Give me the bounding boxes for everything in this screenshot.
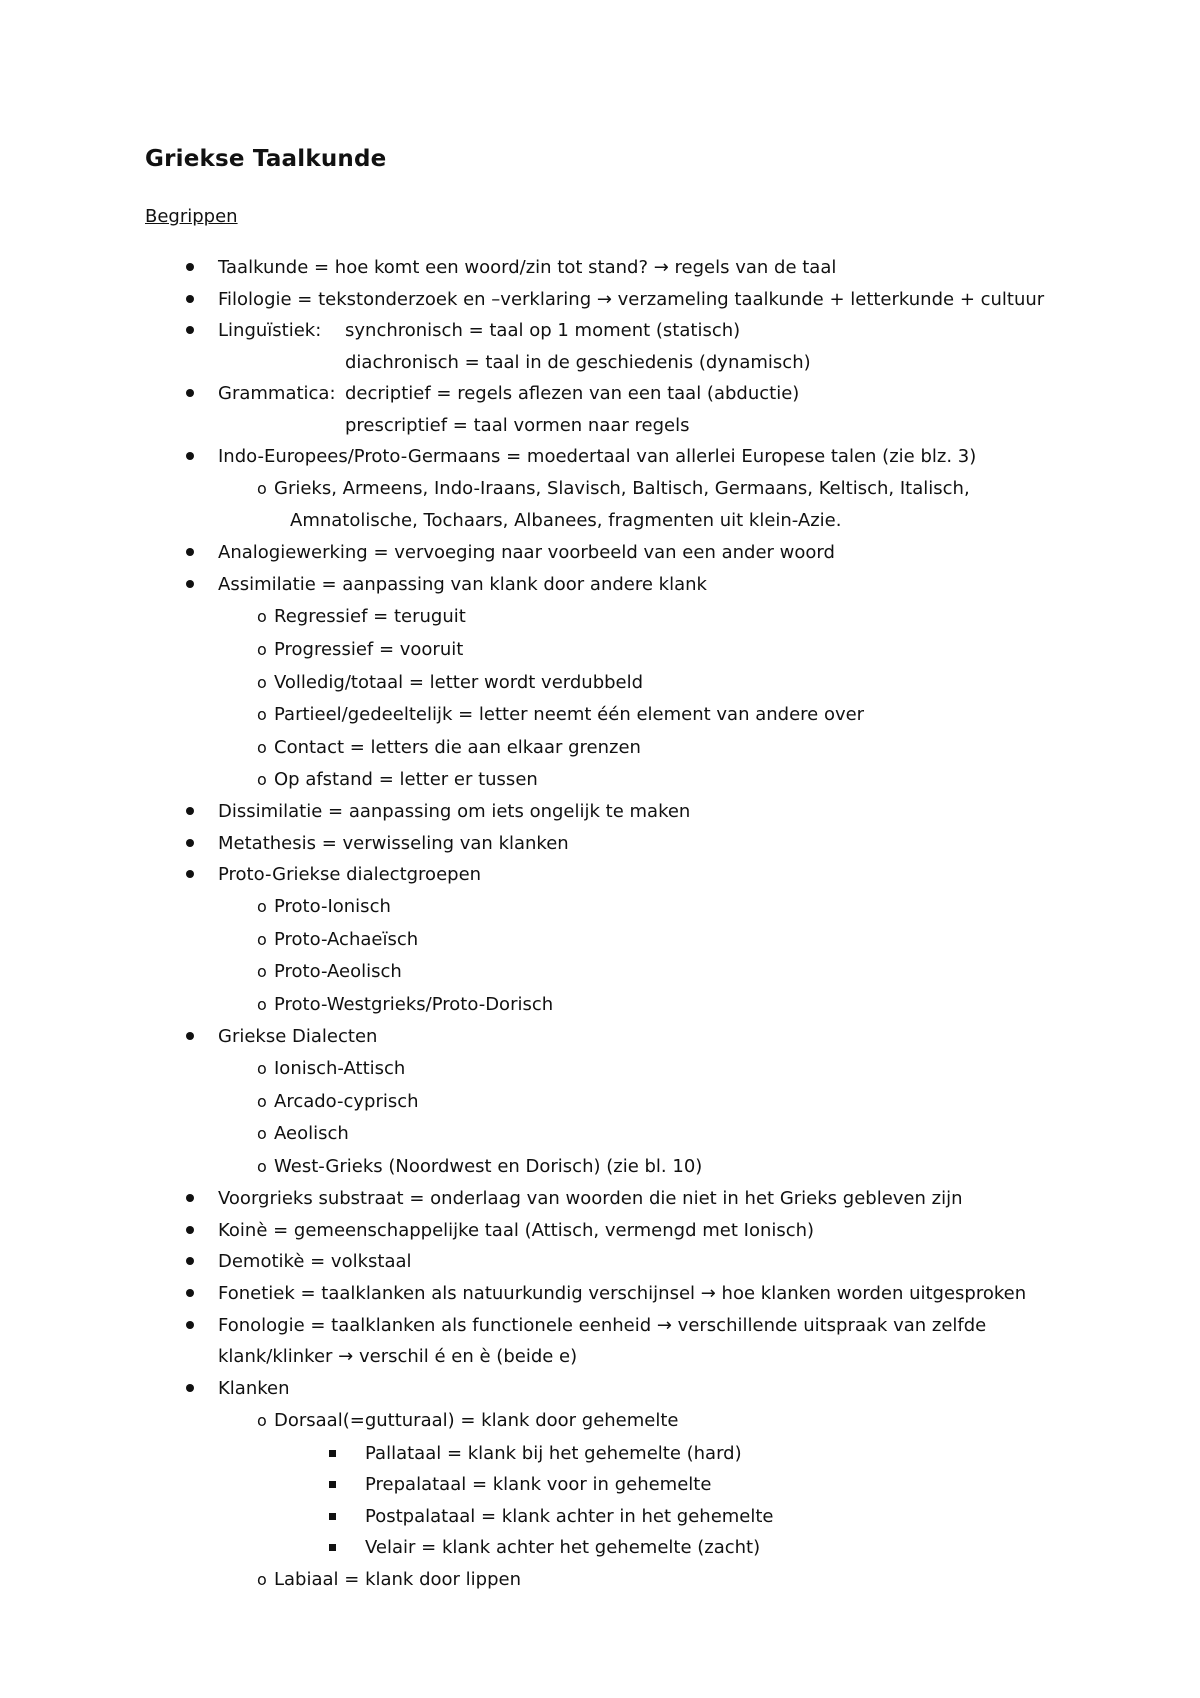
bullet-dot	[186, 548, 194, 556]
bullet-dot	[186, 580, 194, 588]
sub-bullet-o: o	[257, 705, 267, 724]
list-item: Analogiewerking = vervoeging naar voorbeeld van een ander woord	[218, 542, 835, 563]
bullet-dot	[186, 263, 194, 271]
bullet-dot	[186, 295, 194, 303]
list-item: Koinè = gemeenschappelijke taal (Attisch, vermengd met Ionisch)	[218, 1220, 815, 1241]
bullet-dot	[186, 1257, 194, 1265]
sub-list-item: Proto-Ionisch	[274, 896, 391, 917]
sub-list-item: Proto-Aeolisch	[274, 961, 402, 982]
bullet-dot	[186, 1321, 194, 1329]
bullet-dot	[186, 1384, 194, 1392]
bullet-dot	[186, 1289, 194, 1297]
sub-bullet-o: o	[257, 1092, 267, 1111]
sub-list-item: Labiaal = klank door lippen	[274, 1569, 521, 1590]
sub-bullet-o: o	[257, 897, 267, 916]
list-item: Filologie = tekstonderzoek en –verklaring → verzameling taalkunde + letterkunde + cultuur	[218, 289, 1045, 310]
sub-list-item: Grieks, Armeens, Indo-Iraans, Slavisch, Baltisch, Germaans, Keltisch, Italisch,	[274, 478, 970, 499]
sub-bullet-o: o	[257, 930, 267, 949]
list-item: Fonetiek = taalklanken als natuurkundig verschijnsel → hoe klanken worden uitgesproken	[218, 1283, 1027, 1304]
sub-list-item: West-Grieks (Noordwest en Dorisch) (zie bl. 10)	[274, 1156, 703, 1177]
list-item-continued: diachronisch = taal in de geschiedenis (dynamisch)	[345, 352, 811, 373]
bullet-dot	[186, 807, 194, 815]
sub-bullet-o: o	[257, 1157, 267, 1176]
sub-sub-bullet-square	[329, 1544, 336, 1551]
sub-list-item: Arcado-cyprisch	[274, 1091, 419, 1112]
list-item: Indo-Europees/Proto-Germaans = moedertaal van allerlei Europese talen (zie blz. 3)	[218, 446, 977, 467]
sub-bullet-o: o	[257, 479, 267, 498]
list-item: Metathesis = verwisseling van klanken	[218, 833, 569, 854]
list-item: Fonologie = taalklanken als functionele eenheid → verschillende uitspraak van zelfde	[218, 1315, 987, 1336]
sub-bullet-o: o	[257, 673, 267, 692]
list-item: Klanken	[218, 1378, 290, 1399]
sub-list-item: Proto-Westgrieks/Proto-Dorisch	[274, 994, 554, 1015]
document-title: Griekse Taalkunde	[145, 146, 387, 172]
sub-bullet-o: o	[257, 962, 267, 981]
sub-sub-bullet-square	[329, 1481, 336, 1488]
sub-list-item-continued: Amnatolische, Tochaars, Albanees, fragmenten uit klein-Azie.	[290, 510, 842, 531]
sub-bullet-o: o	[257, 1059, 267, 1078]
sub-list-item: Regressief = teruguit	[274, 606, 466, 627]
sub-list-item: Contact = letters die aan elkaar grenzen	[274, 737, 641, 758]
sub-list-item: Partieel/gedeeltelijk = letter neemt één element van andere over	[274, 704, 865, 725]
bullet-dot	[186, 870, 194, 878]
list-item-continued: klank/klinker → verschil é en è (beide e)	[218, 1346, 578, 1367]
list-item: Griekse Dialecten	[218, 1026, 378, 1047]
sub-list-item: Proto-Achaeïsch	[274, 929, 419, 950]
list-item-continued: decriptief = regels aflezen van een taal (abductie)	[345, 383, 800, 404]
sub-list-item: Op afstand = letter er tussen	[274, 769, 538, 790]
sub-bullet-o: o	[257, 995, 267, 1014]
sub-list-item: Ionisch-Attisch	[274, 1058, 406, 1079]
sub-sub-list-item: Prepalataal = klank voor in gehemelte	[365, 1474, 712, 1495]
sub-bullet-o: o	[257, 640, 267, 659]
section-heading: Begrippen	[145, 206, 238, 227]
bullet-dot	[186, 839, 194, 847]
sub-bullet-o: o	[257, 738, 267, 757]
sub-bullet-o: o	[257, 1124, 267, 1143]
bullet-dot	[186, 326, 194, 334]
sub-bullet-o: o	[257, 607, 267, 626]
list-item: Grammatica:	[218, 383, 336, 404]
sub-list-item: Volledig/totaal = letter wordt verdubbeld	[274, 672, 644, 693]
sub-sub-bullet-square	[329, 1513, 336, 1520]
list-item: Linguïstiek:	[218, 320, 322, 341]
sub-bullet-o: o	[257, 1570, 267, 1589]
sub-list-item: Aeolisch	[274, 1123, 349, 1144]
list-item: Dissimilatie = aanpassing om iets ongelijk te maken	[218, 801, 691, 822]
list-item: Voorgrieks substraat = onderlaag van woorden die niet in het Grieks gebleven zijn	[218, 1188, 963, 1209]
sub-bullet-o: o	[257, 770, 267, 789]
sub-sub-list-item: Velair = klank achter het gehemelte (zacht)	[365, 1537, 761, 1558]
list-item: Demotikè = volkstaal	[218, 1251, 412, 1272]
sub-sub-list-item: Pallataal = klank bij het gehemelte (hard)	[365, 1443, 742, 1464]
bullet-dot	[186, 1032, 194, 1040]
bullet-dot	[186, 1194, 194, 1202]
list-item: Taalkunde = hoe komt een woord/zin tot stand? → regels van de taal	[218, 257, 837, 278]
sub-list-item: Dorsaal(=gutturaal) = klank door gehemelte	[274, 1410, 679, 1431]
list-item-continued: prescriptief = taal vormen naar regels	[345, 415, 690, 436]
sub-list-item: Progressief = vooruit	[274, 639, 464, 660]
bullet-dot	[186, 1226, 194, 1234]
sub-sub-bullet-square	[329, 1450, 336, 1457]
list-item: Proto-Griekse dialectgroepen	[218, 864, 482, 885]
bullet-dot	[186, 389, 194, 397]
sub-sub-list-item: Postpalataal = klank achter in het gehemelte	[365, 1506, 774, 1527]
sub-bullet-o: o	[257, 1411, 267, 1430]
list-item: Assimilatie = aanpassing van klank door andere klank	[218, 574, 707, 595]
list-item-continued: synchronisch = taal op 1 moment (statisch)	[345, 320, 741, 341]
bullet-dot	[186, 452, 194, 460]
